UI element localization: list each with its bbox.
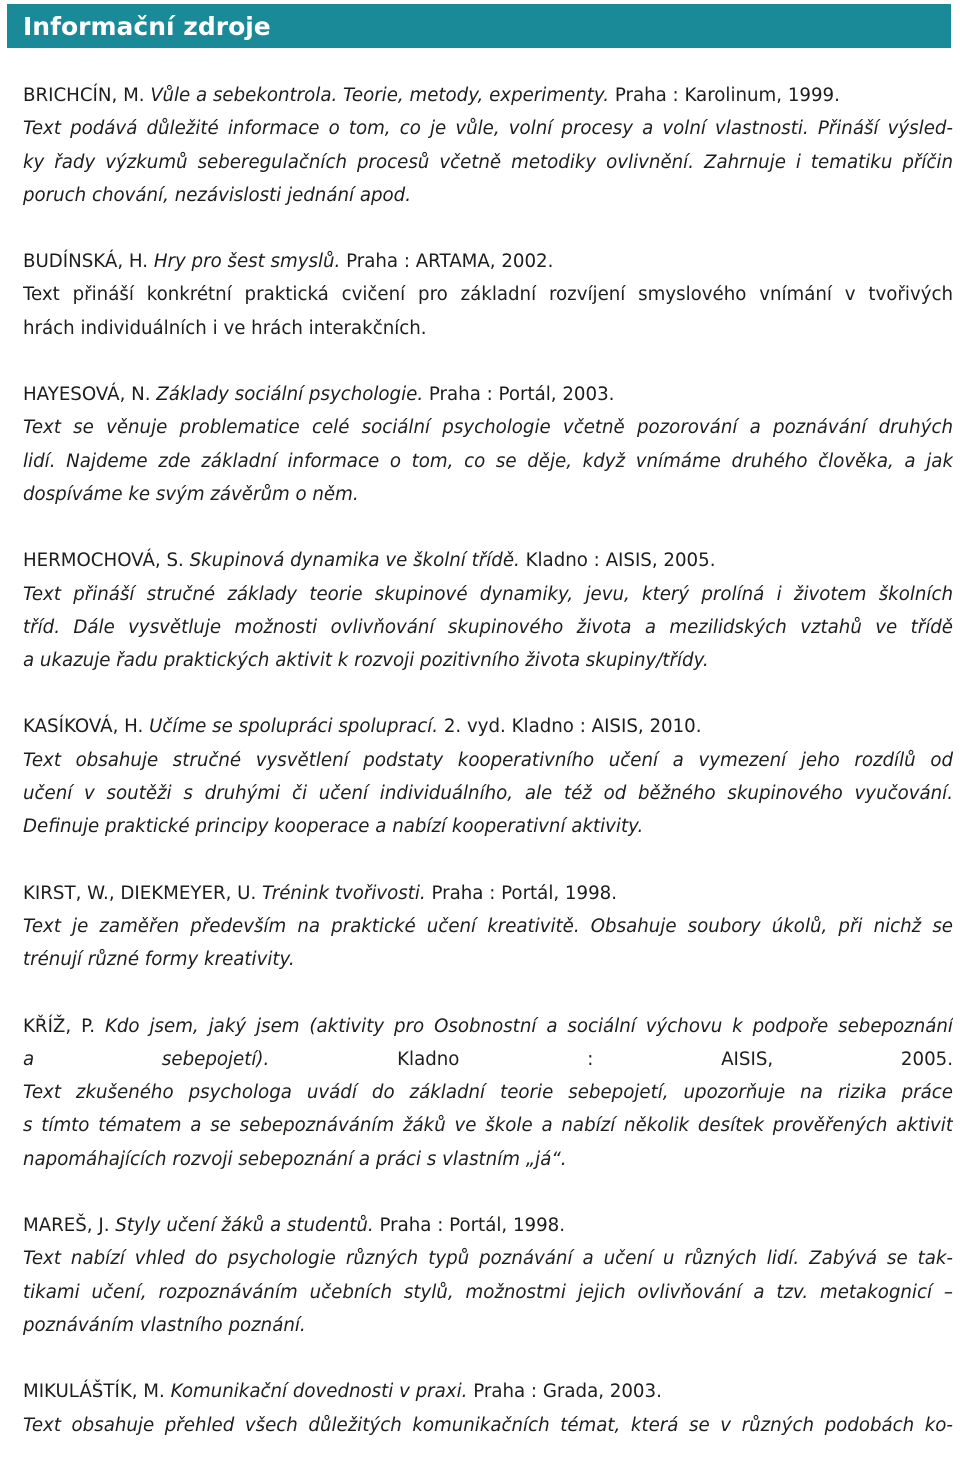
text-segment: HAYESOVÁ, N. — [23, 384, 157, 406]
italic-text-segment: dospíváme ke svým závěrům o něm. — [23, 483, 359, 505]
text-segment: MIKULÁŠTÍK, M. — [23, 1381, 171, 1403]
text-segment: KŘÍŽ, P. — [23, 1015, 105, 1037]
text-segment: HERMOCHOVÁ, S. — [23, 550, 190, 572]
bibliography-entry — [23, 710, 953, 843]
annotation-line — [23, 744, 953, 777]
citation-line — [23, 79, 953, 112]
italic-text-segment: ky řady výzkumů seberegulačních procesů včetně metodiky ovlivnění. Zahrnuje i tematiku příčin — [23, 151, 953, 173]
italic-text-segment: napomáhajících rozvoji sebepoznání a práci s vlastním „já“. — [23, 1148, 567, 1170]
italic-text-segment: Text nabízí vhled do psychologie různých typů poznávání a učení u různých lidí. Zabývá se tak- — [23, 1248, 953, 1270]
italic-text-segment: Text obsahuje přehled všech důležitých komunikačních témat, která se v různých podobách ko- — [23, 1414, 953, 1436]
annotation-line — [23, 478, 953, 511]
italic-text-segment: Text obsahuje stručné vysvětlení podstaty kooperativního učení a vymezení jeho rozdílů od — [23, 749, 953, 771]
section-header-bar — [7, 4, 951, 48]
text-segment: MAREŠ, J. — [23, 1215, 116, 1237]
italic-text-segment: Trénink tvořivosti. — [262, 882, 426, 904]
text-segment: BUDÍNSKÁ, H. — [23, 251, 154, 273]
italic-text-segment: lidí. Najdeme zde základní informace o tom, co se děje, když vnímáme druhého člověka, a jak — [23, 450, 953, 472]
text-segment: Praha : Grada, 2003. — [467, 1381, 662, 1403]
citation-line — [23, 245, 953, 278]
text-segment: hrách individuálních i ve hrách interakčních. — [23, 317, 427, 339]
annotation-line — [23, 1043, 953, 1076]
annotation-line — [23, 1242, 953, 1275]
italic-text-segment: Vůle a sebekontrola. Teorie, metody, experimenty. — [150, 85, 610, 106]
italic-text-segment: trénují různé formy kreativity. — [23, 949, 295, 971]
annotation-line — [23, 1109, 953, 1142]
italic-text-segment: Text zkušeného psychologa uvádí do základní teorie sebepojetí, upozorňuje na rizika práce — [23, 1082, 953, 1104]
citation-line — [23, 1010, 953, 1043]
italic-text-segment: Základy sociální psychologie. — [156, 384, 424, 406]
italic-text-segment: Text podává důležité informace o tom, co je vůle, volní procesy a volní vlastnosti. Přináší výsled- — [23, 118, 953, 140]
italic-text-segment: Definuje praktické principy kooperace a nabízí kooperativní aktivity. — [23, 816, 644, 838]
bibliography-entry — [23, 1010, 953, 1176]
annotation-line — [23, 1409, 953, 1442]
text-segment: Praha : Portál, 1998. — [373, 1215, 566, 1237]
citation-line — [23, 710, 953, 743]
citation-line — [23, 1209, 953, 1242]
annotation-line — [23, 445, 953, 478]
bibliography-entry — [23, 245, 953, 345]
annotation-line — [23, 810, 953, 843]
annotation-line — [23, 943, 953, 976]
italic-text-segment: učení v soutěži s druhými či učení individuálního, ale též od běžného skupinového vyučování. — [23, 783, 953, 805]
annotation-line — [23, 644, 953, 677]
italic-text-segment: Kdo jsem, jaký jsem (aktivity pro Osobnostní a sociální výchovu k podpoře sebepoznání — [104, 1015, 953, 1037]
bibliography-entry — [23, 378, 953, 511]
italic-text-segment: Hry pro šest smyslů. — [153, 251, 341, 273]
italic-text-segment: Učíme se spolupráci spoluprací. — [149, 716, 439, 738]
annotation-line — [23, 1076, 953, 1109]
citation-line — [23, 1375, 953, 1408]
annotation-line — [23, 1276, 953, 1309]
annotation-line — [23, 312, 953, 345]
annotation-line — [23, 1143, 953, 1176]
text-segment: Praha : Portál, 1998. — [425, 882, 617, 904]
annotation-line — [23, 910, 953, 943]
text-segment: Text přináší konkrétní praktická cvičení pro základní rozvíjení smyslového vnímání v tvořivých — [23, 284, 953, 306]
italic-text-segment: Skupinová dynamika ve školní třídě. — [189, 550, 520, 572]
italic-text-segment: poznáváním vlastního poznání. — [23, 1314, 306, 1336]
italic-text-segment: Styly učení žáků a studentů. — [115, 1215, 374, 1237]
italic-text-segment: a sebepojetí). — [23, 1048, 270, 1070]
annotation-line — [23, 179, 953, 212]
text-segment: KIRST, W., DIEKMEYER, U. — [23, 882, 263, 904]
text-segment: BRICHCÍN, M. — [23, 85, 151, 106]
italic-text-segment: s tímto tématem a se sebepoznáváním žáků ve škole a nabízí několik desítek prověřených aktivit — [23, 1115, 953, 1137]
text-segment: Kladno : AISIS, 2005. — [519, 550, 716, 572]
citation-line — [23, 378, 953, 411]
bibliography-entry — [23, 544, 953, 677]
italic-text-segment: Text se věnuje problematice celé sociální psychologie včetně pozorování a poznávání druhých — [23, 417, 953, 439]
bibliography-entry — [23, 1375, 953, 1442]
italic-text-segment: Komunikační dovednosti v praxi. — [170, 1381, 468, 1403]
bibliography-entry — [23, 79, 953, 212]
citation-line — [23, 877, 953, 910]
annotation-line — [23, 278, 953, 311]
section-title: Informační zdroje — [23, 12, 271, 41]
italic-text-segment: tikami učení, rozpoznáváním učebních stylů, možnostmi jejich ovlivňování a tzv. metakognicí – — [23, 1281, 953, 1303]
annotation-line — [23, 578, 953, 611]
text-segment: Praha : Portál, 2003. — [423, 384, 615, 406]
text-segment: 2. vyd. Kladno : AISIS, 2010. — [438, 716, 702, 738]
annotation-line — [23, 112, 953, 145]
bibliography-list — [23, 79, 953, 1475]
bibliography-entry — [23, 877, 953, 977]
annotation-line — [23, 1309, 953, 1342]
text-segment: KASÍKOVÁ, H. — [23, 716, 150, 738]
italic-text-segment: tříd. Dále vysvětluje možnosti ovlivňování skupinového života a mezilidských vztahů ve třídě — [23, 616, 953, 638]
annotation-line — [23, 146, 953, 179]
text-segment: Praha : ARTAMA, 2002. — [340, 251, 554, 273]
italic-text-segment: Text je zaměřen především na praktické učení kreativitě. Obsahuje soubory úkolů, při nichž se — [23, 915, 953, 937]
italic-text-segment: Text přináší stručné základy teorie skupinové dynamiky, jevu, který prolíná i životem školních — [23, 583, 953, 605]
annotation-line — [23, 611, 953, 644]
annotation-line — [23, 777, 953, 810]
annotation-line — [23, 411, 953, 444]
text-segment: Praha : Karolinum, 1999. — [609, 85, 840, 106]
italic-text-segment: a ukazuje řadu praktických aktivit k rozvoji pozitivního života skupiny/třídy. — [23, 650, 709, 672]
text-segment: Kladno : AISIS, 2005. — [269, 1048, 953, 1070]
bibliography-entry — [23, 1209, 953, 1342]
citation-line — [23, 544, 953, 577]
italic-text-segment: poruch chování, nezávislosti jednání apod. — [23, 184, 411, 206]
